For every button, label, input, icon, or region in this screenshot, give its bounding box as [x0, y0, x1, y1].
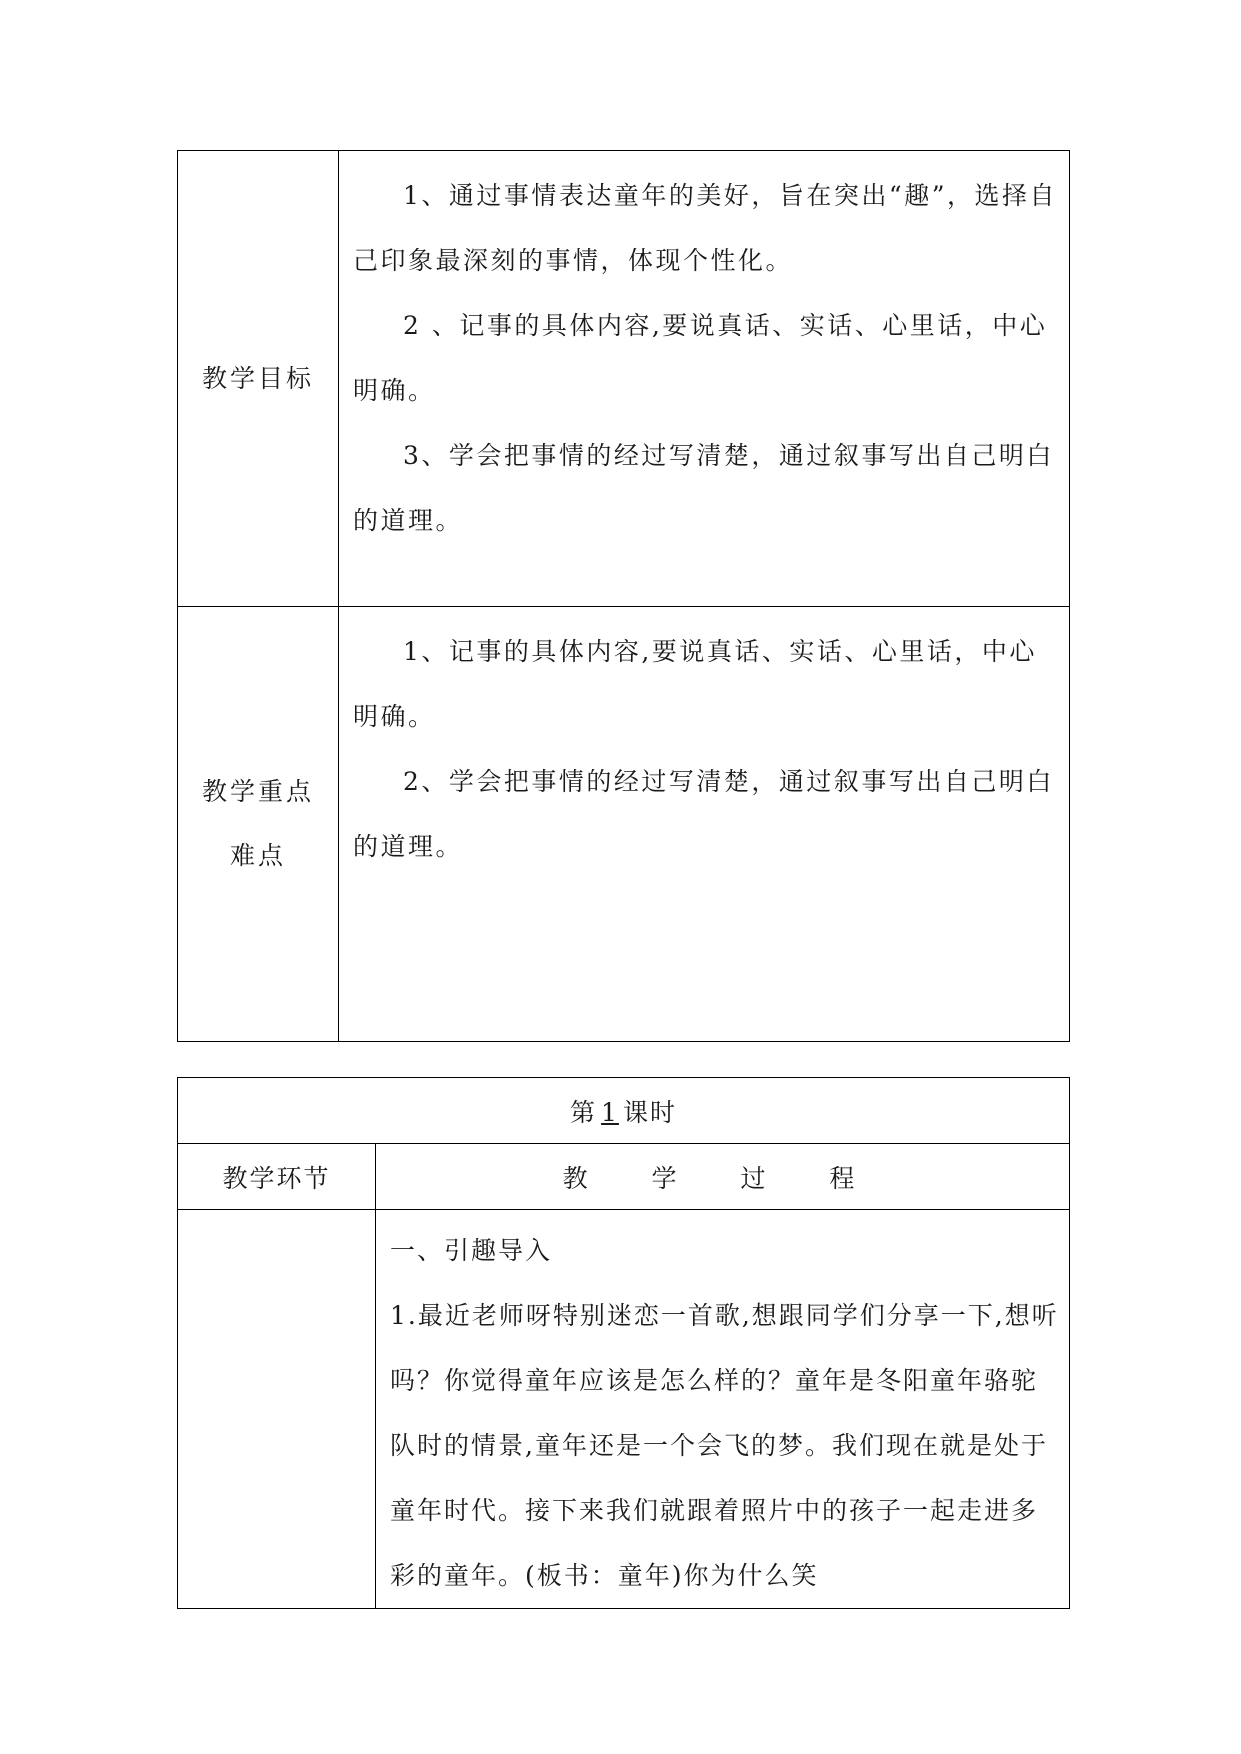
key-points-label-line2: 难点	[229, 841, 286, 870]
lesson-number: 1	[601, 1097, 619, 1127]
objective-item-1: 1、通过事情表达童年的美好，旨在突出“趣”，选择自己印象最深刻的事情，体现个性化。	[353, 181, 1057, 275]
section-title: 一、引趣导入	[390, 1236, 553, 1265]
lesson-table	[177, 1077, 1070, 1609]
col-step-label: 教学环节	[222, 1163, 331, 1193]
key-points-label-line1: 教学重点	[201, 777, 314, 806]
objective-item-2: 2 、记事的具体内容,要说真话、实话、心里话，中心明确。	[353, 311, 1048, 405]
key-points-label-cell	[178, 607, 339, 1042]
key-point-item-1: 1、记事的具体内容,要说真话、实话、心里话，中心明确。	[353, 637, 1037, 731]
lesson-title-cell	[178, 1078, 1070, 1144]
objectives-label-cell	[178, 151, 339, 607]
objective-item-3: 3、学会把事情的经过写清楚，通过叙事写出自己明白的道理。	[353, 441, 1054, 535]
step-cell	[178, 1210, 376, 1609]
key-points-content	[339, 607, 1070, 1042]
objectives-content	[339, 151, 1070, 607]
lesson-title-suffix: 课时	[622, 1097, 677, 1127]
lesson-title-prefix: 第	[570, 1097, 598, 1127]
col-step-header	[178, 1144, 376, 1210]
process-paragraph: 1.最近老师呀特别迷恋一首歌,想跟同学们分享一下,想听吗？你觉得童年应该是怎么样的？童年是冬阳童年骆驼队时的情景,童年还是一个会飞的梦。我们现在就是处于童年时代。接下来我们就跟着照片中的孩子一起走进多彩的童年。(板书：童年)你为什么笑	[390, 1301, 1059, 1590]
process-cell	[376, 1210, 1070, 1609]
key-point-item-2: 2、学会把事情的经过写清楚，通过叙事写出自己明白的道理。	[353, 767, 1054, 861]
objectives-label: 教学目标	[201, 363, 314, 393]
col-process-label: 教 学 过 程	[562, 1163, 883, 1193]
objectives-table	[177, 150, 1070, 1042]
col-process-header	[376, 1144, 1070, 1210]
